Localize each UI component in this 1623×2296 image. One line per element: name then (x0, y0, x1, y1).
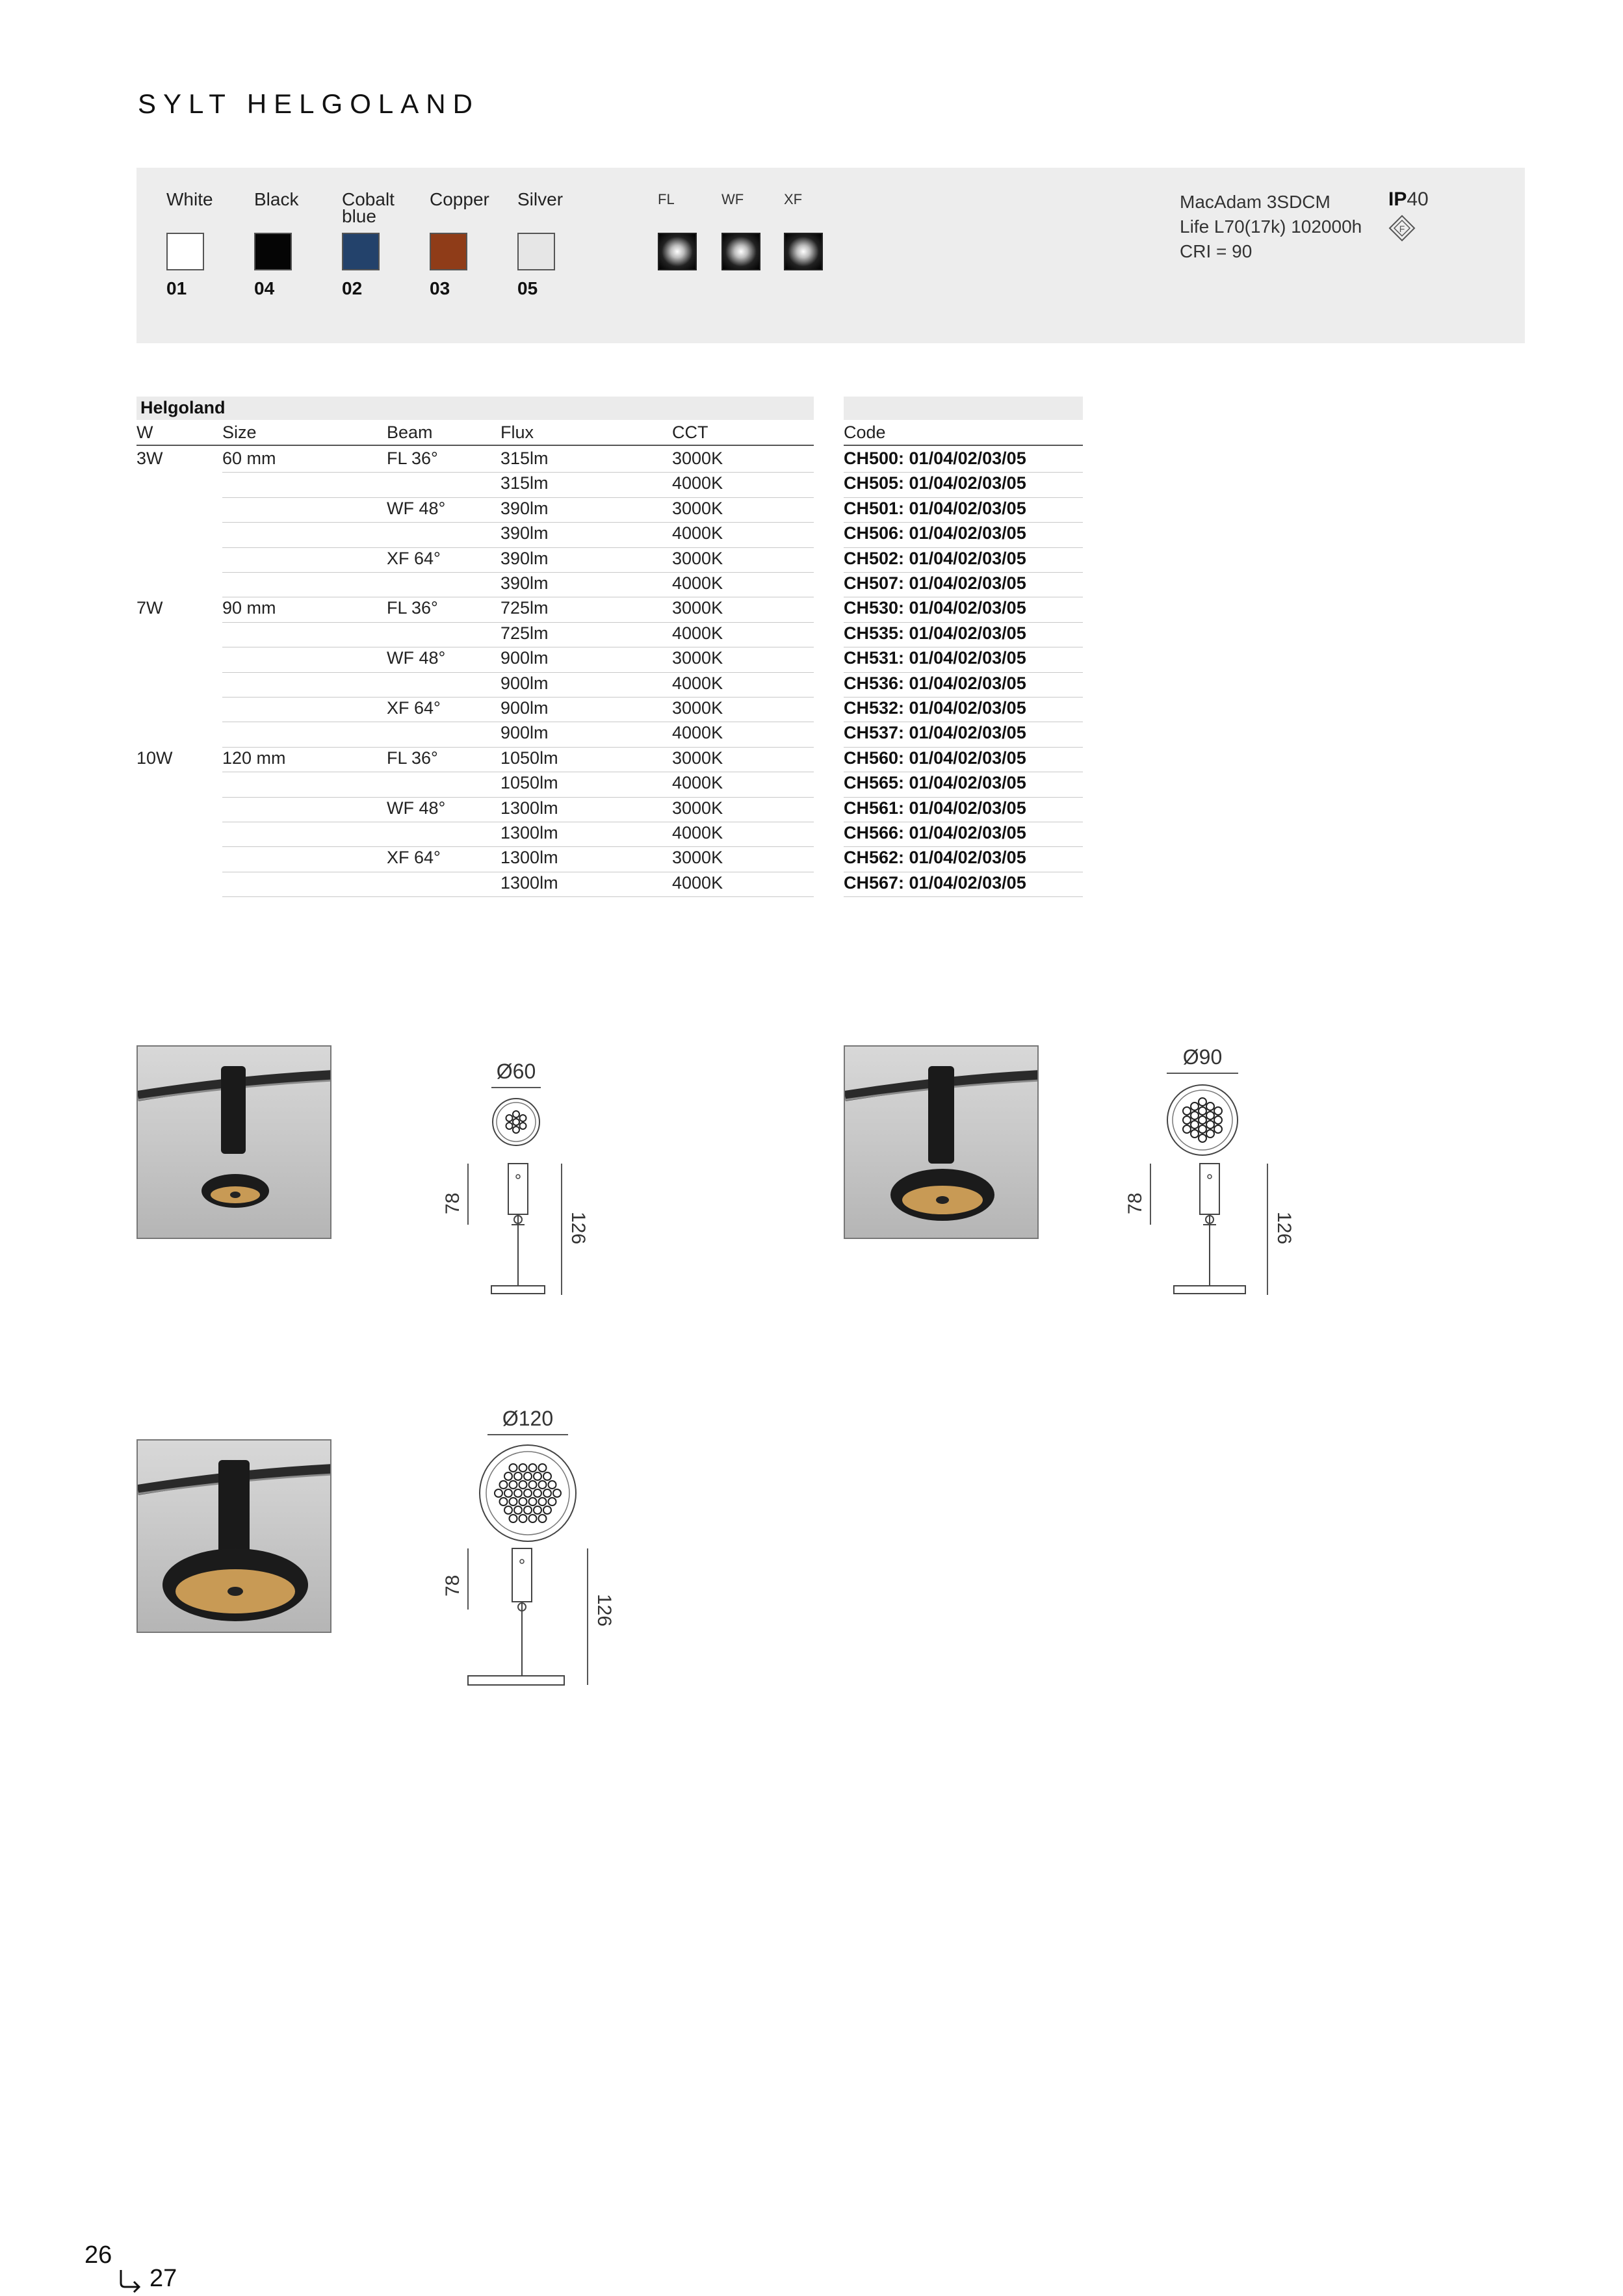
col-header-size: Size (222, 423, 257, 442)
height-large-label: 126 (593, 1594, 615, 1627)
cell-code: CH506: 01/04/02/03/05 (844, 523, 1026, 543)
col-header-code: Code (844, 423, 886, 442)
beam-pattern-icon (784, 233, 823, 270)
svg-text:F: F (1399, 224, 1405, 234)
cell-beam: WF 48° (387, 498, 446, 518)
beam-pattern-icon (658, 233, 697, 270)
cell-cct: 3000K (672, 848, 723, 868)
row-divider (222, 547, 814, 548)
cell-code: CH566: 01/04/02/03/05 (844, 823, 1026, 842)
swatch-code: 02 (342, 278, 363, 298)
cell-code: CH500: 01/04/02/03/05 (844, 449, 1026, 468)
product-photo-60 (136, 1045, 331, 1239)
cell-code: CH560: 01/04/02/03/05 (844, 748, 1026, 768)
code-row-divider (844, 672, 1083, 673)
height-large-label: 126 (567, 1212, 589, 1245)
cell-flux: 900lm (500, 673, 549, 693)
cell-code: CH505: 01/04/02/03/05 (844, 473, 1026, 493)
top-view-120 (478, 1443, 578, 1543)
col-header-beam: Beam (387, 423, 433, 442)
code-row-divider (844, 522, 1083, 523)
cell-flux: 390lm (500, 548, 549, 568)
drawing-120 (442, 1402, 637, 1694)
code-row-divider (844, 846, 1083, 847)
cell-code: CH565: 01/04/02/03/05 (844, 773, 1026, 793)
top-view-90 (1165, 1083, 1240, 1157)
code-row-divider (844, 797, 1083, 798)
cell-cct: 3000K (672, 748, 723, 768)
cell-flux: 1300lm (500, 823, 558, 842)
cell-code: CH536: 01/04/02/03/05 (844, 673, 1026, 693)
diameter-line (487, 1434, 568, 1435)
code-row-divider (844, 896, 1083, 897)
cell-cct: 4000K (672, 573, 723, 593)
cell-cct: 4000K (672, 823, 723, 842)
row-divider (222, 896, 814, 897)
cell-cct: 3000K (672, 548, 723, 568)
height-small-label: 78 (442, 1574, 463, 1597)
cell-w: 3W (136, 449, 163, 468)
table-name: Helgoland (140, 398, 226, 417)
swatch-label: White (166, 189, 213, 209)
spec-macadam: MacAdam 3SDCM (1180, 192, 1331, 212)
spec-life: Life L70(17k) 102000h (1180, 216, 1362, 237)
row-divider (222, 697, 814, 698)
cell-code: CH532: 01/04/02/03/05 (844, 698, 1026, 718)
cell-cct: 3000K (672, 648, 723, 668)
cell-cct: 3000K (672, 698, 723, 718)
col-header-cct: CCT (672, 423, 708, 442)
cell-beam: XF 64° (387, 698, 441, 718)
cell-flux: 1300lm (500, 872, 558, 893)
diameter-label: Ø120 (502, 1407, 554, 1430)
color-swatch[interactable] (430, 233, 467, 270)
cell-code: CH507: 01/04/02/03/05 (844, 573, 1026, 593)
product-photo-120 (136, 1439, 331, 1633)
row-divider (222, 747, 814, 748)
code-row-divider (844, 622, 1083, 623)
cell-size: 120 mm (222, 748, 286, 768)
drawing-60 (442, 1053, 611, 1307)
page-number: 26 (84, 2241, 112, 2269)
cell-cct: 4000K (672, 773, 723, 793)
row-divider (222, 472, 814, 473)
cell-beam: FL 36° (387, 598, 438, 618)
cell-flux: 315lm (500, 473, 549, 493)
code-row-divider (844, 472, 1083, 473)
cell-flux: 900lm (500, 698, 549, 718)
cell-cct: 3000K (672, 598, 723, 618)
row-divider (222, 797, 814, 798)
cell-flux: 900lm (500, 723, 549, 743)
swatch-code: 04 (254, 278, 275, 298)
swatch-code: 03 (430, 278, 450, 298)
diameter-line (491, 1087, 541, 1088)
color-swatch[interactable] (342, 233, 380, 270)
cell-w: 7W (136, 598, 163, 618)
light-specs (1180, 190, 1362, 264)
cell-flux: 315lm (500, 449, 549, 468)
swatch-label: Black (254, 189, 299, 209)
col-header-w: W (136, 423, 153, 442)
row-divider (222, 846, 814, 847)
cell-code: CH502: 01/04/02/03/05 (844, 548, 1026, 568)
beam-label: XF (784, 191, 803, 207)
header-divider (136, 445, 814, 446)
swatch-label: Copper (430, 189, 489, 209)
cell-flux: 390lm (500, 573, 549, 593)
swatch-code: 05 (517, 278, 538, 298)
row-divider (222, 497, 814, 498)
cell-beam: WF 48° (387, 648, 446, 668)
cell-beam: WF 48° (387, 798, 446, 818)
next-page-arrow-icon (117, 2267, 143, 2293)
cell-w: 10W (136, 748, 173, 768)
cell-beam: FL 36° (387, 449, 438, 468)
cell-flux: 725lm (500, 598, 549, 618)
drawing-90 (1124, 1040, 1293, 1300)
page-title: SYLT HELGOLAND (138, 88, 480, 119)
cell-code: CH531: 01/04/02/03/05 (844, 648, 1026, 668)
diameter-label: Ø90 (1182, 1045, 1223, 1069)
color-swatch[interactable] (166, 233, 204, 270)
product-photo-90 (844, 1045, 1039, 1239)
cell-beam: XF 64° (387, 548, 441, 568)
cell-size: 60 mm (222, 449, 276, 468)
cell-code: CH567: 01/04/02/03/05 (844, 872, 1026, 893)
cell-flux: 390lm (500, 498, 549, 518)
diamond-f-icon (1388, 215, 1416, 242)
cell-cct: 4000K (672, 623, 723, 643)
row-divider (222, 522, 814, 523)
cell-code: CH535: 01/04/02/03/05 (844, 623, 1026, 643)
cell-code: CH537: 01/04/02/03/05 (844, 723, 1026, 743)
cell-flux: 1050lm (500, 748, 558, 768)
row-divider (222, 572, 814, 573)
height-small-label: 78 (1124, 1192, 1146, 1214)
cell-flux: 1300lm (500, 848, 558, 868)
code-row-divider (844, 497, 1083, 498)
cell-code: CH562: 01/04/02/03/05 (844, 848, 1026, 868)
color-swatch[interactable] (254, 233, 292, 270)
beam-pattern-icon (721, 233, 760, 270)
beam-label: WF (721, 191, 744, 207)
spec-cri: CRI = 90 (1180, 241, 1253, 261)
diameter-line (1167, 1073, 1238, 1074)
cell-beam: XF 64° (387, 848, 441, 868)
code-row-divider (844, 697, 1083, 698)
cell-flux: 1300lm (500, 798, 558, 818)
cell-cct: 3000K (672, 449, 723, 468)
code-row-divider (844, 572, 1083, 573)
height-large-label: 126 (1273, 1212, 1295, 1245)
swatch-label: Silver (517, 189, 564, 209)
cell-beam: FL 36° (387, 748, 438, 768)
cell-code: CH530: 01/04/02/03/05 (844, 598, 1026, 618)
ip-rating (1388, 189, 1429, 234)
side-view-90 (1124, 1157, 1293, 1300)
top-view-60 (490, 1096, 542, 1148)
ip-value: 40 (1407, 189, 1429, 210)
cell-cct: 3000K (672, 798, 723, 818)
code-head-bar (844, 397, 1083, 420)
cell-cct: 3000K (672, 498, 723, 518)
table-head-bar (136, 397, 814, 420)
color-swatch[interactable] (517, 233, 555, 270)
cell-cct: 4000K (672, 872, 723, 893)
cell-flux: 1050lm (500, 773, 558, 793)
cell-cct: 4000K (672, 523, 723, 543)
code-row-divider (844, 547, 1083, 548)
cell-cct: 4000K (672, 673, 723, 693)
cell-cct: 4000K (672, 473, 723, 493)
row-divider (222, 622, 814, 623)
ip-prefix: IP (1388, 189, 1407, 210)
swatch-code: 01 (166, 278, 187, 298)
beam-label: FL (658, 191, 675, 207)
cell-code: CH561: 01/04/02/03/05 (844, 798, 1026, 818)
next-page-number: 27 (149, 2265, 177, 2292)
col-header-flux: Flux (500, 423, 534, 442)
code-row-divider (844, 747, 1083, 748)
code-header-divider (844, 445, 1083, 446)
diameter-label: Ø60 (496, 1060, 536, 1083)
swatch-label: Cobalt blue (342, 189, 395, 226)
cell-flux: 900lm (500, 648, 549, 668)
cell-flux: 725lm (500, 623, 549, 643)
row-divider (222, 672, 814, 673)
cell-flux: 390lm (500, 523, 549, 543)
cell-size: 90 mm (222, 598, 276, 618)
height-small-label: 78 (442, 1192, 463, 1214)
cell-cct: 4000K (672, 723, 723, 743)
cell-code: CH501: 01/04/02/03/05 (844, 498, 1026, 518)
